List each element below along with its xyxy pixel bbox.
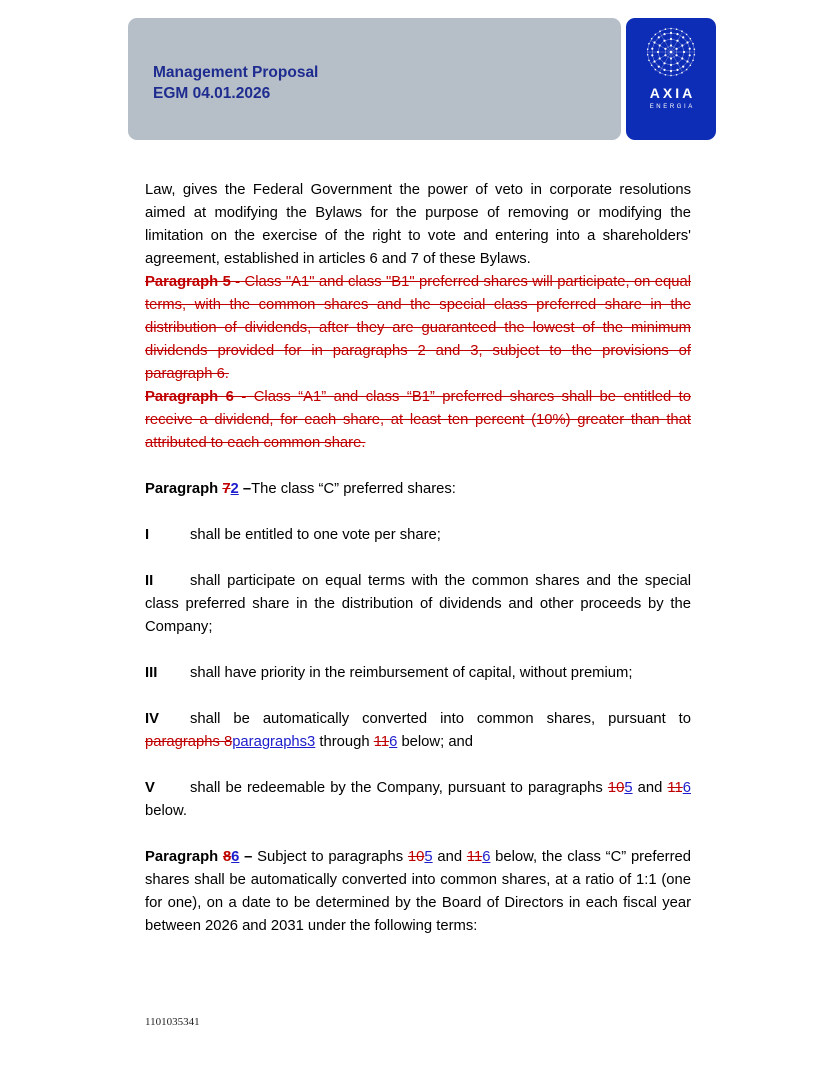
company-logo [626, 18, 716, 140]
text-run: Paragraph [145, 849, 223, 865]
text-run: – [238, 481, 252, 497]
item-iv [145, 708, 691, 754]
list-marker: V [145, 780, 155, 796]
inserted-text: paragraphs3 [232, 734, 316, 750]
inserted-text: 5 [424, 849, 433, 865]
deleted-text: 8 [222, 849, 232, 865]
item-v [145, 777, 691, 823]
text-run: shall be entitled to one vote per share; [190, 527, 441, 543]
document-title-line1: Management Proposal [153, 64, 319, 81]
text-run: below. [145, 803, 187, 819]
list-marker: II [145, 573, 154, 589]
deleted-text: 11 [466, 849, 483, 865]
deleted-paragraph-6 [145, 386, 691, 455]
text-run: Law, gives the Federal Government the power of veto in corporate resolutions aimed at modifying the Bylaws for the purpose of removing or modifying the limitation on the exercise of the right to vote and entering into a shareholders' agreement, established in articles 6 and 7 of these Bylaws. [145, 182, 691, 267]
text-run: and [432, 849, 467, 865]
deleted-text: 11 [667, 780, 683, 796]
document-title [153, 62, 318, 104]
header-bar [128, 18, 621, 140]
inserted-text: 6 [389, 734, 398, 750]
text-run: Subject to paragraphs [257, 849, 408, 865]
brand-subtitle: ENERGIA [649, 104, 695, 110]
brand-name: AXIA [649, 85, 696, 101]
deleted-text: 11 [373, 734, 390, 750]
text-run: below; and [397, 734, 474, 750]
inserted-text: 6 [231, 849, 240, 865]
list-marker: III [145, 665, 158, 681]
deleted-text: Paragraph 6 - [145, 389, 247, 405]
item-iii [145, 662, 691, 685]
deleted-text: 10 [607, 780, 625, 796]
deleted-text: Paragraph 5 - [145, 274, 241, 290]
text-run: and [632, 780, 668, 796]
paragraph-8 [145, 846, 691, 938]
intro-paragraph [145, 179, 691, 271]
text-run: – [239, 849, 258, 865]
deleted-text: 10 [407, 849, 425, 865]
inserted-text: 2 [230, 481, 239, 497]
list-marker: IV [145, 711, 159, 727]
text-run: shall participate on equal terms with the common shares and the special class preferred share in the distribution of dividends and other proceeds by the Company; [145, 573, 691, 635]
deleted-text: Class “A1” and class “B1” preferred shares shall be entitled to receive a dividend, for each share, at least ten percent (10%) greater than that attributed to each common share. [145, 389, 691, 451]
deleted-text: Class "A1" and class "B1" preferred shares will participate, on equal terms, with the common shares and the special class preferred share in the distribution of dividends, after they are guaranteed the lowest of the minimum dividends provided for in paragraphs 2 and 3, subject to the provisions of paragraph 6. [145, 274, 691, 382]
text-run: shall be redeemable by the Company, pursuant to paragraphs [190, 780, 608, 796]
text-run: below, the class “C” preferred shares shall be automatically converted into common shares, at a ratio of 1:1 (one for one), on a date to be determined by the Board of Directors in each fiscal year between 2026 and 2031 under the following terms: [145, 849, 691, 934]
inserted-text: 6 [482, 849, 491, 865]
deleted-paragraph-5 [145, 271, 691, 386]
paragraph-7-heading [145, 478, 691, 501]
text-run: through [315, 734, 374, 750]
document-body [145, 179, 691, 938]
text-run: Paragraph [145, 481, 223, 497]
document-number: 1101035341 [145, 1016, 200, 1028]
deleted-text: paragraphs 8 [145, 734, 233, 750]
text-run: shall have priority in the reimbursement of capital, without premium; [190, 665, 633, 681]
geodesic-sphere-icon [640, 23, 702, 85]
item-i [145, 524, 691, 547]
item-ii [145, 570, 691, 639]
inserted-text: 5 [624, 780, 633, 796]
text-run: shall be automatically converted into common shares, pursuant to [190, 711, 691, 727]
list-marker: I [145, 527, 150, 543]
document-title-line2: EGM 04.01.2026 [153, 85, 271, 102]
deleted-text: 7 [222, 481, 231, 497]
inserted-text: 6 [682, 780, 691, 796]
text-run: The class “C” preferred shares: [251, 481, 456, 497]
